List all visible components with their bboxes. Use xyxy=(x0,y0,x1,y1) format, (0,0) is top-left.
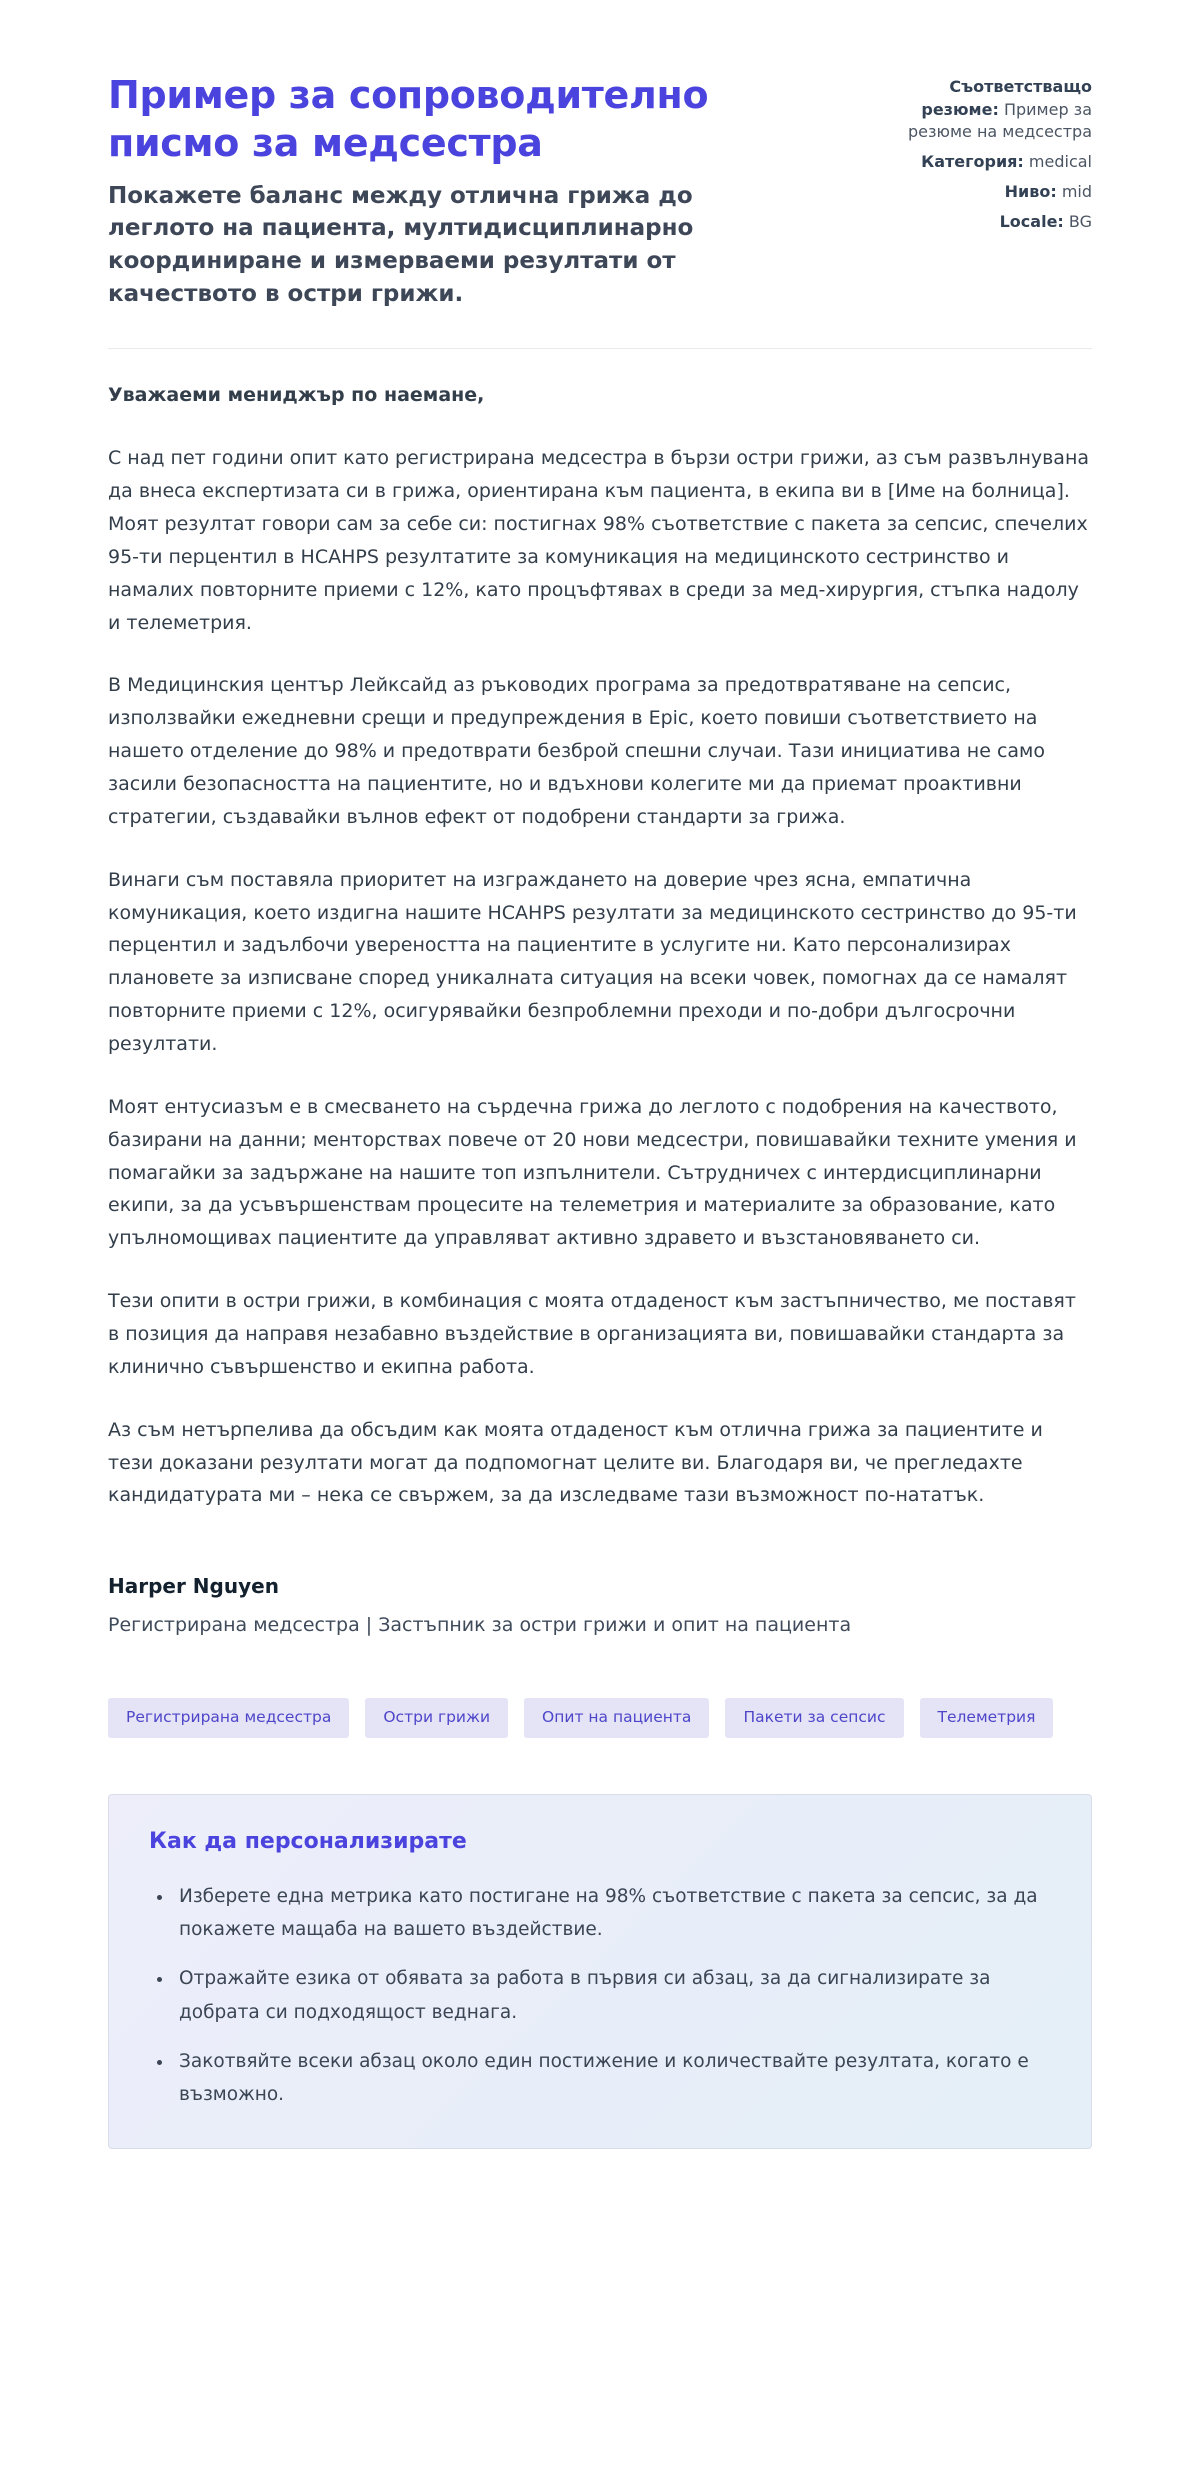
tip-item: • Изберете една метрика като постигане на 98% съответствие с пакета за сепсис, за да покажете мащаба на вашето въздействие. xyxy=(173,1880,1051,1947)
letter-paragraph: Аз съм нетърпелива да обсъдим как моята отдаденост към отлична грижа за пациентите и тези доказани резултати могат да подпомогнат целите ви. Благодаря ви, че прегледахте кандидатурата ми – нека се свържем, за да изследваме тази възможност по-нататък. xyxy=(108,1418,1043,1507)
meta-label: Locale: xyxy=(999,211,1064,231)
letter-paragraph: Тези опити в остри грижи, в комбинация с моята отдаденост към застъпничество, ме поставят в позиция да направя незабавно въздействие в организацията ви, повишавайки стандарта за клинично съвършенство и екипна работа. xyxy=(108,1290,1076,1378)
letter-greeting: Уважаеми мениджър по наемане, xyxy=(108,384,485,407)
content-container xyxy=(108,0,1092,2237)
tag-chip: Опит на пациента xyxy=(524,1698,709,1738)
letter-body xyxy=(108,379,1092,1512)
letter-paragraph: С над пет години опит като регистрирана медсестра в бързи остри грижи, аз съм развълнувана да внеса експертизата си в грижа, ориентирана към пациента, в екипа ви в [Име на болница]. Моят резултат говори сам за себе си: постигнах 98% съответствие с пакета за сепсис, спечелих 95-ти перцентил в HCAHPS резултатите за комуникация на медицинското сестринство и намалих повторните приеми с 12%, като процъфтявах в среди за мед-хирургия, стъпка надолу и телеметрия. xyxy=(108,447,1090,634)
tag-list xyxy=(108,1698,1092,1738)
tip-item: • Отражайте езика от обявата за работа в първия си абзац, за да сигнализирате за добрата си подходящост веднага. xyxy=(173,1962,1051,2029)
personalization-tips-box xyxy=(108,1794,1092,2149)
page-subtitle: Покажете баланс между отлична грижа до леглото на пациента, мултидисциплинарно координиране и измерваеми резултати от качеството в остри грижи. xyxy=(108,182,694,307)
meta-entry xyxy=(880,76,1092,144)
tag-chip: Регистрирана медсестра xyxy=(108,1698,349,1738)
tag-chip: Телеметрия xyxy=(920,1698,1054,1738)
meta-value: Пример за резюме на медсестра xyxy=(907,99,1092,142)
meta-value: mid xyxy=(1061,181,1092,201)
meta-panel xyxy=(880,72,1092,240)
meta-label: Съответстващо резюме: xyxy=(921,77,1092,119)
meta-entry xyxy=(880,151,1092,174)
meta-label: Категория: xyxy=(921,152,1024,172)
tips-heading: Как да персонализирате xyxy=(149,1828,467,1854)
tip-item: • Закотвяйте всеки абзац около един постижение и количествайте резултата, когато е възможно. xyxy=(173,2045,1051,2112)
meta-label: Ниво: xyxy=(1004,181,1057,201)
letter-paragraph: Моят ентусиазъм е в смесването на сърдечна грижа до леглото с подобрения на качеството, базирани на данни; менторствах повече от 20 нови медсестри, повишавайки техните умения и помагайки за задържане на нашите топ изпълнители. Сътрудничех с интердисциплинарни екипи, за да усъвършенствам процесите на телеметрия и материалите за образование, като упълномощивах пациентите да управляват активно здравето и възстановяването си. xyxy=(108,1095,1077,1250)
meta-entry xyxy=(880,181,1092,204)
divider xyxy=(108,348,1092,349)
header xyxy=(108,72,1092,310)
header-title-block xyxy=(108,72,808,310)
signature-name: Harper Nguyen xyxy=(108,1574,279,1599)
tag-chip: Пакети за сепсис xyxy=(725,1698,903,1738)
tag-chip: Остри грижи xyxy=(365,1698,508,1738)
signature-block xyxy=(108,1574,1092,1636)
meta-value: medical xyxy=(1028,152,1092,172)
signature-title: Регистрирана медсестра | Застъпник за остри грижи и опит на пациента xyxy=(108,1614,852,1637)
tips-list xyxy=(149,1880,1051,2112)
page-title: Пример за сопроводително писмо за медсестра xyxy=(108,73,709,165)
meta-entry xyxy=(880,211,1092,234)
letter-paragraphs xyxy=(108,442,1092,1512)
letter-paragraph: В Медицинския център Лейксайд аз ръководих програма за предотвратяване на сепсис, използвайки ежедневни срещи и предупреждения в Epic, което повиши съответствието на нашето отделение до 98% и предотврати безброй спешни случаи. Тази инициатива не само засили безопасността на пациентите, но и вдъхнови колегите ми да приемат проактивни стратегии, създавайки вълнов ефект от подобрени стандарти за грижа. xyxy=(108,674,1046,828)
letter-paragraph: Винаги съм поставяла приоритет на изграждането на доверие чрез ясна, емпатична комуникация, което издигна нашите HCAHPS резултати за медицинското сестринство до 95-ти перцентил и задълбочи увереността на пациентите в услугите ни. Като персонализирах плановете за изписване според уникалната ситуация на всеки човек, помогнах да се намалят повторните приеми с 12%, осигурявайки безпроблемни преходи и по-добри дългосрочни резултати. xyxy=(108,868,1077,1055)
meta-value: BG xyxy=(1068,211,1092,231)
